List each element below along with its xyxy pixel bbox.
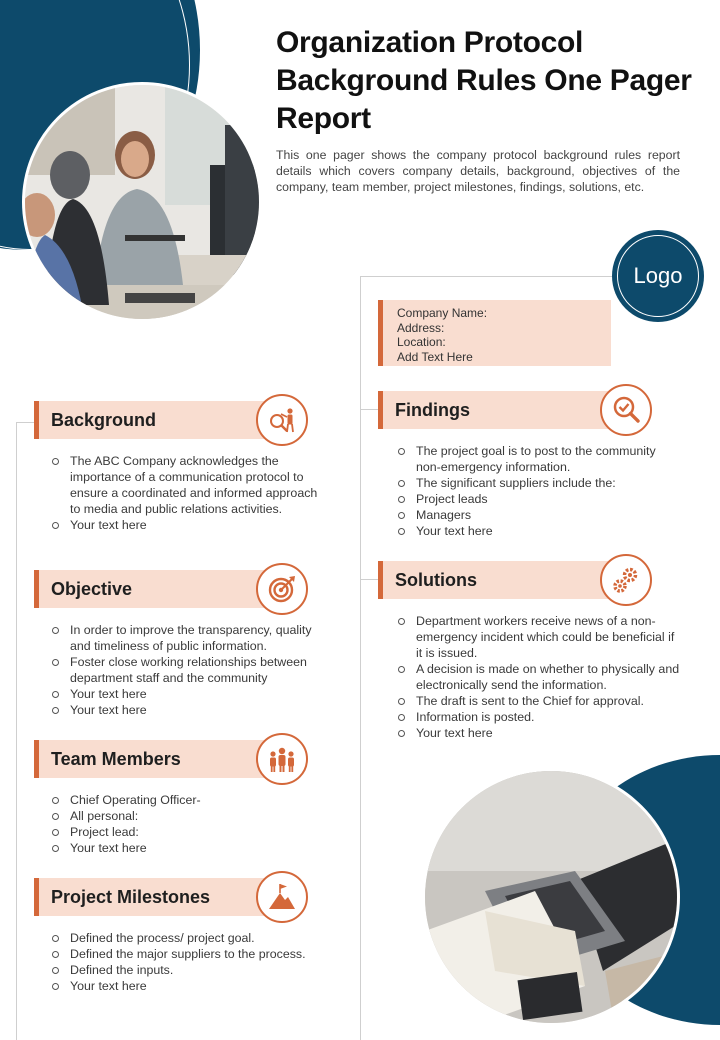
location-line: Location: [397,335,446,349]
left-connector-tick [16,422,34,423]
list-item: Your text here [396,725,681,741]
list-item: Your text here [396,523,681,539]
list-item: A decision is made on whether to physically and electronically send the information. [396,661,681,693]
list-item: The ABC Company acknowledges the importance of a communication protocol to ensure a coordinated and informed approach to media and public relations activities. [50,453,330,517]
mountain-flag-icon [256,871,308,923]
solutions-list [396,613,681,741]
list-item: Foster close working relationships between department staff and the community [50,654,335,686]
list-item: Defined the major suppliers to the process. [50,946,335,962]
list-item: Your text here [50,840,335,856]
team-people-icon [256,733,308,785]
left-connector-line [16,422,17,1040]
center-divider-line [360,276,361,1040]
magnifier-check-icon [600,384,652,436]
list-item: Project lead: [50,824,335,840]
findings-header [378,391,634,429]
list-item: The significant suppliers include the: [396,475,681,491]
solutions-title: Solutions [395,569,477,590]
list-item: All personal: [50,808,335,824]
list-item: The draft is sent to the Chief for approval. [396,693,681,709]
page-subtitle: This one pager shows the company protocol background rules report details which covers company details, background, objectives of the company, team member, project milestones, findings, solutions, etc. [276,148,680,194]
list-item: Project leads [396,491,681,507]
list-item: Your text here [50,702,335,718]
top-connector-line [360,276,612,277]
team-members-list [50,792,335,856]
list-item: Department workers receive news of a non-emergency incident which could be beneficial if it is issued. [396,613,681,661]
findings-connector-tick [360,409,378,410]
logo-label: Logo [633,263,683,288]
list-item: Defined the inputs. [50,962,335,978]
gears-icon [600,554,652,606]
objective-list [50,622,335,718]
list-item: Your text here [50,686,335,702]
list-item: Managers [396,507,681,523]
team-members-title: Team Members [51,748,181,769]
address-line: Address: [397,320,445,335]
project-milestones-title: Project Milestones [51,886,211,907]
list-item: The project goal is to post to the community non-emergency information. [396,443,681,475]
logo-badge [612,230,704,322]
company-name-line: Company Name: [397,306,488,320]
list-item: Defined the process/ project goal. [50,930,335,946]
presentation-person-icon [256,394,308,446]
objective-title: Objective [51,578,133,599]
list-item: Your text here [50,978,335,994]
solutions-header [378,561,634,599]
page-title: Organization Protocol Background Rules One Pager Report [276,26,692,135]
findings-title: Findings [395,399,470,420]
project-milestones-list [50,930,335,994]
company-details-box [378,300,611,366]
list-item: Chief Operating Officer- [50,792,335,808]
background-list [50,453,330,533]
office-team-photo [22,82,262,322]
list-item: Information is posted. [396,709,681,725]
list-item: Your text here [50,517,330,533]
list-item: In order to improve the transparency, quality and timeliness of public information. [50,622,335,654]
solutions-connector-tick [360,579,378,580]
laptop-books-photo [422,768,680,1026]
target-icon [256,563,308,615]
findings-list [396,443,681,539]
add-text-line: Add Text Here [397,349,473,364]
background-title: Background [51,409,157,430]
